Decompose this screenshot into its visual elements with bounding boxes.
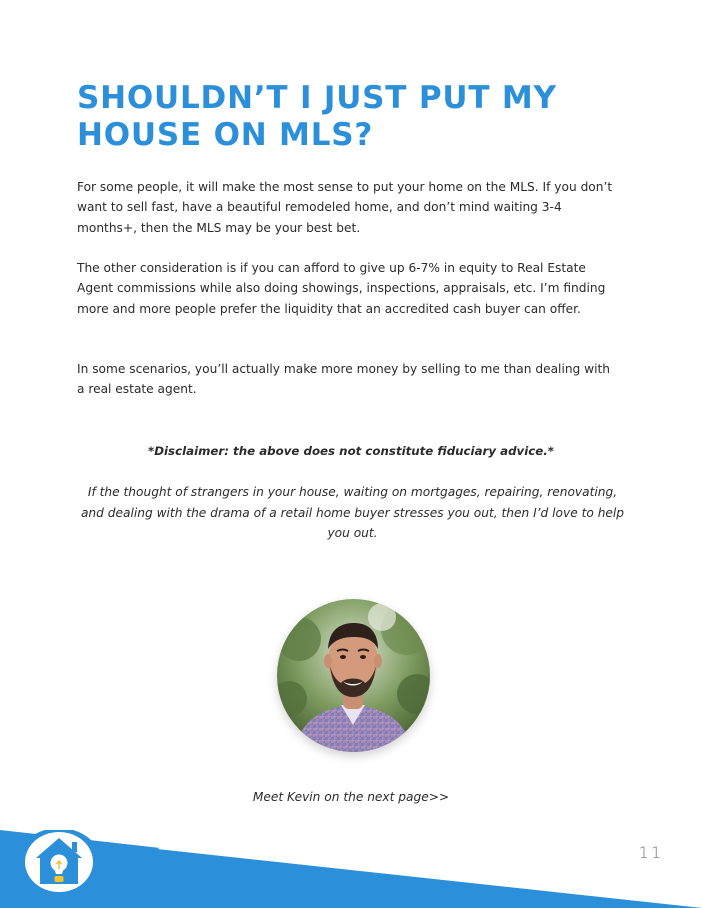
page-title: [77, 80, 637, 154]
portrait-photo: [277, 599, 430, 752]
pitch-text: If the thought of strangers in your house, waiting on mortgages, repairing, renovating, and dealing with the drama of a retail home buyer stresses you out, then I’d love to help you out.: [80, 485, 625, 540]
page-number: 11: [638, 843, 663, 862]
paragraph-mls-best-bet: For some people, it will make the most sense to put your home on the MLS. If you don’t want to sell fast, have a beautiful remodeled home, and don’t mind waiting 3-4 months+, then the MLS may be your best bet.: [77, 180, 613, 235]
house-lightbulb-icon: [16, 830, 102, 894]
paragraph-more-money: In some scenarios, you’ll actually make more money by selling to me than dealing with a real estate agent.: [77, 362, 611, 397]
disclaimer-text: *Disclaimer: the above does not constitute fiduciary advice.*: [148, 444, 554, 458]
page-title-line-2: HOUSE ON MLS?: [77, 117, 374, 153]
footer-accent-band: [0, 820, 702, 908]
meet-kevin-link[interactable]: Meet Kevin on the next page>>: [252, 790, 450, 804]
page-title-line-1: SHOULDN’T I JUST PUT MY: [77, 80, 557, 116]
paragraph-commissions: The other consideration is if you can afford to give up 6-7% in equity to Real Estate Agent commissions while also doing showings, inspections, appraisals, etc. I’m finding more and more people prefer the liquidity that an accredited cash buyer can offer.: [77, 261, 606, 316]
